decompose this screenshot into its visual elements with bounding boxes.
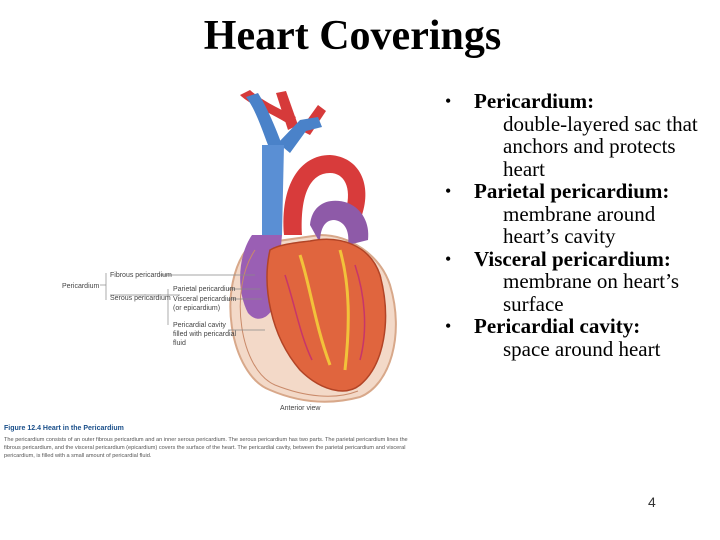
- bullet-term: Parietal pericardium:: [474, 179, 670, 203]
- bullet-dot: •: [445, 181, 452, 201]
- heart-illustration: [0, 85, 430, 460]
- label-parietal: Parietal pericardium: [173, 286, 236, 293]
- label-pericardium: Pericardium: [62, 283, 100, 290]
- bullet-desc-line: membrane around: [503, 201, 656, 226]
- bullet-visceral: [445, 248, 710, 316]
- label-fibrous: Fibrous pericardium: [110, 272, 172, 279]
- figure-caption-title: Figure 12.4 Heart in the Pericardium: [4, 425, 124, 432]
- bullet-dot: •: [445, 91, 452, 111]
- bullet-desc-line: heart’s cavity: [503, 224, 616, 248]
- bullet-desc-line: space around heart: [503, 336, 661, 361]
- bullet-desc-line: membrane on heart’s: [503, 269, 680, 293]
- label-cavity-1: Pericardial cavity: [173, 322, 226, 329]
- slide-title: Heart Coverings: [203, 13, 502, 59]
- bullet-desc-line: double-layered sac that: [503, 111, 698, 136]
- bullet-pericardium: [445, 90, 710, 180]
- label-epicardium: (or epicardium): [173, 305, 221, 312]
- bullet-term: Pericardial cavity:: [474, 314, 641, 338]
- bullet-dot: •: [445, 316, 452, 336]
- svc-trunk-shape: [262, 145, 284, 235]
- bullet-desc-line: heart: [503, 156, 545, 181]
- label-cavity-3: fluid: [173, 340, 186, 347]
- vena-cava-branch-shape: [278, 117, 322, 153]
- bullet-cavity: [445, 315, 710, 360]
- label-serous: Serous pericardium: [110, 295, 171, 302]
- page-number: 4: [648, 494, 656, 510]
- bullet-parietal: [445, 180, 710, 248]
- bullet-term: Visceral pericardium:: [474, 246, 671, 271]
- heart-figure: [0, 85, 430, 460]
- figure-caption-line-1: The pericardium consists of an outer fibrous pericardium and an inner serous pericardium. The serous pericardium has two parts. The parietal pericardium lines the: [4, 437, 408, 443]
- label-cavity-2: filled with pericardial: [173, 331, 237, 338]
- figure-caption-line-2: fibrous pericardium, and the visceral pericardium (epicardium) covers the surface of the heart. The pericardial cavity, between the parietal pericardium and visceral: [4, 445, 406, 451]
- bullet-desc-line: surface: [503, 291, 564, 316]
- label-visceral: Visceral pericardium: [173, 296, 237, 303]
- bullet-desc-line: anchors and protects: [503, 134, 676, 158]
- bullet-list: [445, 90, 710, 360]
- label-view: Anterior view: [280, 405, 321, 412]
- figure-caption-line-3: pericardium, is filled with a small amount of pericardial fluid.: [4, 453, 152, 459]
- bullet-term: Pericardium:: [474, 89, 595, 113]
- bullet-dot: •: [445, 248, 452, 269]
